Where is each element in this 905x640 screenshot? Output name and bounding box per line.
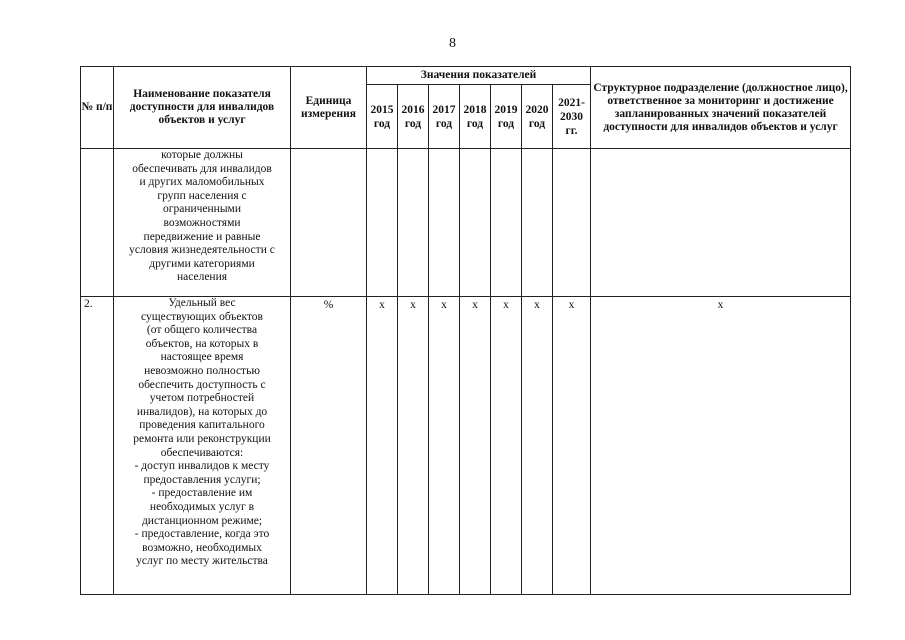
value-cell: х [398,297,429,595]
value-cell: х [522,297,553,595]
header-year: 2016 год [398,85,429,149]
header-year: 2018 год [460,85,491,149]
value-cell [429,149,460,297]
value-cell: х [429,297,460,595]
value-cell [367,149,398,297]
header-year: 2021-2030 гг. [553,85,591,149]
header-year: 2020 год [522,85,553,149]
header-unit: Единица измерения [291,67,367,149]
header-name: Наименование показателя доступности для инвалидов объектов и услуг [114,67,291,149]
unit-cell [291,149,367,297]
table-row [81,149,851,297]
row-number [81,149,114,297]
value-cell [460,149,491,297]
value-cell: х [491,297,522,595]
row-number: 2. [81,297,114,595]
value-cell [491,149,522,297]
value-cell [553,149,591,297]
header-year: 2015 год [367,85,398,149]
header-year: 2017 год [429,85,460,149]
value-cell: х [367,297,398,595]
header-year: 2019 год [491,85,522,149]
header-values-group: Значения показателей [367,67,591,85]
indicator-name: которые должны обеспечивать для инвалидов и других маломобильных групп населения с ограниченными возможностями передвижение и равные условия жизнедеятельности с другими категориями населения [114,149,291,297]
header-responsible: Структурное подразделение (должностное лицо), ответственное за мониторинг и достижение запланированных значений показателей доступности для инвалидов объектов и услуг [591,67,851,149]
indicator-name: Удельный вес существующих объектов (от общего количества объектов, на которых в настоящее время невозможно полностью обеспечить доступность с учетом потребностей инвалидов), на которых до проведения капитального ремонта или реконструкции обеспечиваются: - доступ инвалидов к месту предоставления услуги; - предоставление им необходимых услуг в дистанционном режиме; - предоставление, когда это возможно, необходимых услуг по месту жительства [114,297,291,595]
table-row [81,297,851,595]
value-cell: х [553,297,591,595]
value-cell [398,149,429,297]
indicators-table [80,66,851,595]
value-cell [522,149,553,297]
responsible-cell: х [591,297,851,595]
value-cell: х [460,297,491,595]
header-num: № п/п [81,67,114,149]
page-number: 8 [449,36,456,51]
unit-cell: % [291,297,367,595]
responsible-cell [591,149,851,297]
